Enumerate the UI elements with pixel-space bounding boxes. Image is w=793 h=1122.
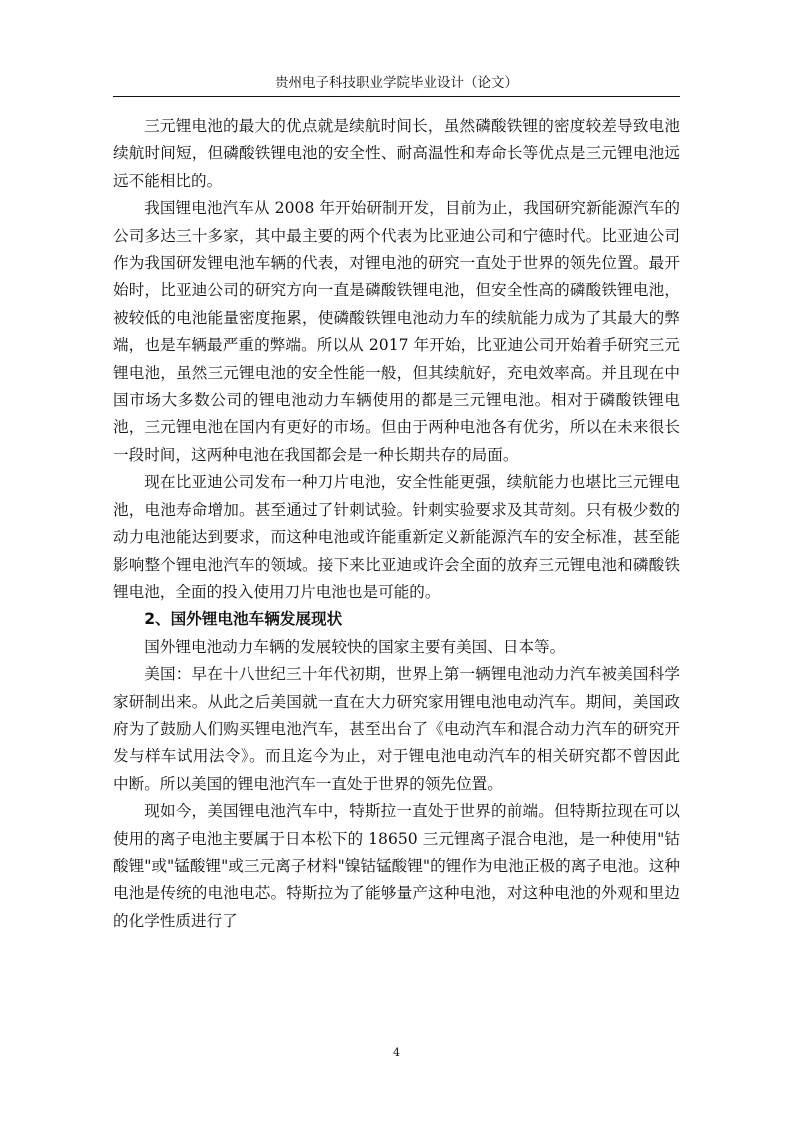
document-body: [113, 113, 680, 935]
section-heading: 2、国外锂电池车辆发展现状: [144, 610, 343, 629]
paragraph: 国外锂电池动力车辆的发展较快的国家主要有美国、日本等。: [144, 637, 566, 656]
paragraph: 美国：早在十八世纪三十年代初期，世界上第一辆锂电池动力汽车被美国科学家研制出来。从此之后美国就一直在大力研究家用锂电池电动汽车。期间，美国政府为了鼓励人们购买锂电池汽车，甚至出台了《电动汽车和混合动力汽车的研究开发与样车试用法令》。而且迄今为止，对于锂电池电动汽车的相关研究都不曾因此中断。所以美国的锂电池汽车一直处于世界的领先位置。: [113, 665, 680, 793]
paragraph: 三元锂电池的最大的优点就是续航时间长，虽然磷酸铁锂的密度较差导致电池续航时间短，但磷酸铁锂电池的安全性、耐高温性和寿命长等优点是三元锂电池远远不能相比的。: [113, 117, 680, 190]
paragraph: 我国锂电池汽车从 2008 年开始研制开发，目前为止，我国研究新能源汽车的公司多达三十多家，其中最主要的两个代表为比亚迪公司和宁德时代。比亚迪公司作为我国研发锂电池车辆的代表，对锂电池的研究一直处于世界的领先位置。最开始时，比亚迪公司的研究方向一直是磷酸铁锂电池，但安全性高的磷酸铁锂电池，被较低的电池能量密度拖累，使磷酸铁锂电池动力车的续航能力成为了其最大的弊端，也是车辆最严重的弊端。所以从 2017 年开始，比亚迪公司开始着手研究三元锂电池，虽然三元锂电池的安全性能一般，但其续航好，充电效率高。并且现在中国市场大多数公司的锂电池动力车辆使用的都是三元锂电池。相对于磷酸铁锂电池，三元锂电池在国内有更好的市场。但由于两种电池各有优劣，所以在未来很长一段时间，这两种电池在我国都会是一种长期共存的局面。: [113, 199, 680, 464]
paragraph: 现在比亚迪公司发布一种刀片电池，安全性能更强，续航能力也堪比三元锂电池，电池寿命增加。甚至通过了针刺试验。针刺实验要求及其苛刻。只有极少数的动力电池能达到要求，而这种电池或许能重新定义新能源汽车的安全标准，甚至能影响整个锂电池汽车的领域。接下来比亚迪或许会全面的放弃三元锂电池和磷酸铁锂电池，全面的投入使用刀片电池也是可能的。: [113, 473, 680, 601]
header-divider: [113, 96, 680, 97]
page-number: 4: [393, 1046, 400, 1059]
page-header-title: 贵州电子科技职业学院毕业设计（论文）: [275, 75, 518, 91]
paragraph: 现如今，美国锂电池汽车中，特斯拉一直处于世界的前端。但特斯拉现在可以使用的离子电池主要属于日本松下的 18650 三元锂离子混合电池，是一种使用"钴酸锂"或"锰酸锂"或三元离子材料"镍钴锰酸锂"的锂作为电池正极的离子电池。这种电池是传统的电池电芯。特斯拉为了能够量产这种电池，对这种电池的外观和里边的化学性质进行了: [113, 802, 680, 930]
